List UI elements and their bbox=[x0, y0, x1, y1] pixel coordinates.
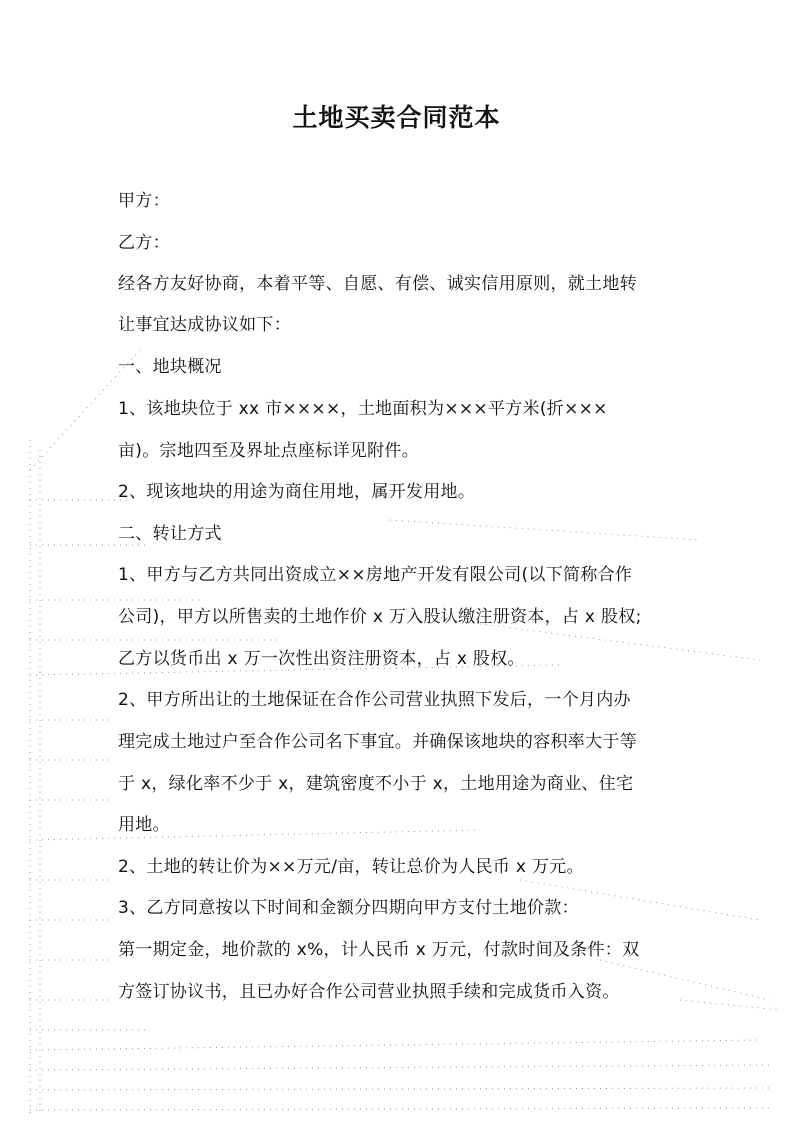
paragraph-line: 亩)。宗地四至及界址点座标详见附件。 bbox=[118, 441, 420, 461]
paragraph-line: 让事宜达成协议如下： bbox=[118, 315, 291, 335]
paragraph-line: 第一期定金，地价款的 x%，计人民币 x 万元，付款时间及条件：双 bbox=[118, 940, 640, 960]
paragraph-line: 1、甲方与乙方共同出资成立××房地产开发有限公司(以下简称合作 bbox=[118, 565, 633, 585]
party-b-line: 乙方： bbox=[118, 233, 170, 253]
paragraph-line: 理完成土地过户至合作公司名下事宜。并确保该地块的容积率大于等 bbox=[118, 732, 637, 752]
paragraph-line: 2、甲方所出让的土地保证在合作公司营业执照下发后，一个月内办 bbox=[118, 690, 631, 710]
paragraph-line: 2、现该地块的用途为商住用地，属开发用地。 bbox=[118, 482, 476, 502]
document-title: 土地买卖合同范本 bbox=[292, 103, 501, 132]
paragraph-line: 于 x，绿化率不少于 x，建筑密度不小于 x，土地用途为商业、住宅 bbox=[118, 774, 634, 794]
section-heading: 一、地块概况 bbox=[118, 357, 222, 377]
paragraph-line: 1、该地块位于 xx 市××××，土地面积为×××平方米(折××× bbox=[118, 399, 608, 419]
paragraph-line: 2、土地的转让价为××万元/亩，转让总价为人民币 x 万元。 bbox=[118, 857, 584, 877]
paragraph-line: 经各方友好协商，本着平等、自愿、有偿、诚实信用原则，就土地转 bbox=[118, 274, 637, 294]
paragraph-line: 公司)，甲方以所售卖的土地作价 x 万入股认缴注册资本，占 x 股权; bbox=[118, 607, 642, 627]
paragraph-line: 方签订协议书，且已办好合作公司营业执照手续和完成货币入资。 bbox=[118, 982, 620, 1002]
section-heading: 二、转让方式 bbox=[118, 524, 222, 544]
paragraph-line: 用地。 bbox=[118, 815, 170, 835]
paragraph-line: 3、乙方同意按以下时间和金额分四期向甲方支付土地价款： bbox=[118, 898, 579, 918]
party-a-line: 甲方： bbox=[118, 191, 170, 211]
paragraph-line: 乙方以货币出 x 万一次性出资注册资本，占 x 股权。 bbox=[118, 649, 525, 669]
